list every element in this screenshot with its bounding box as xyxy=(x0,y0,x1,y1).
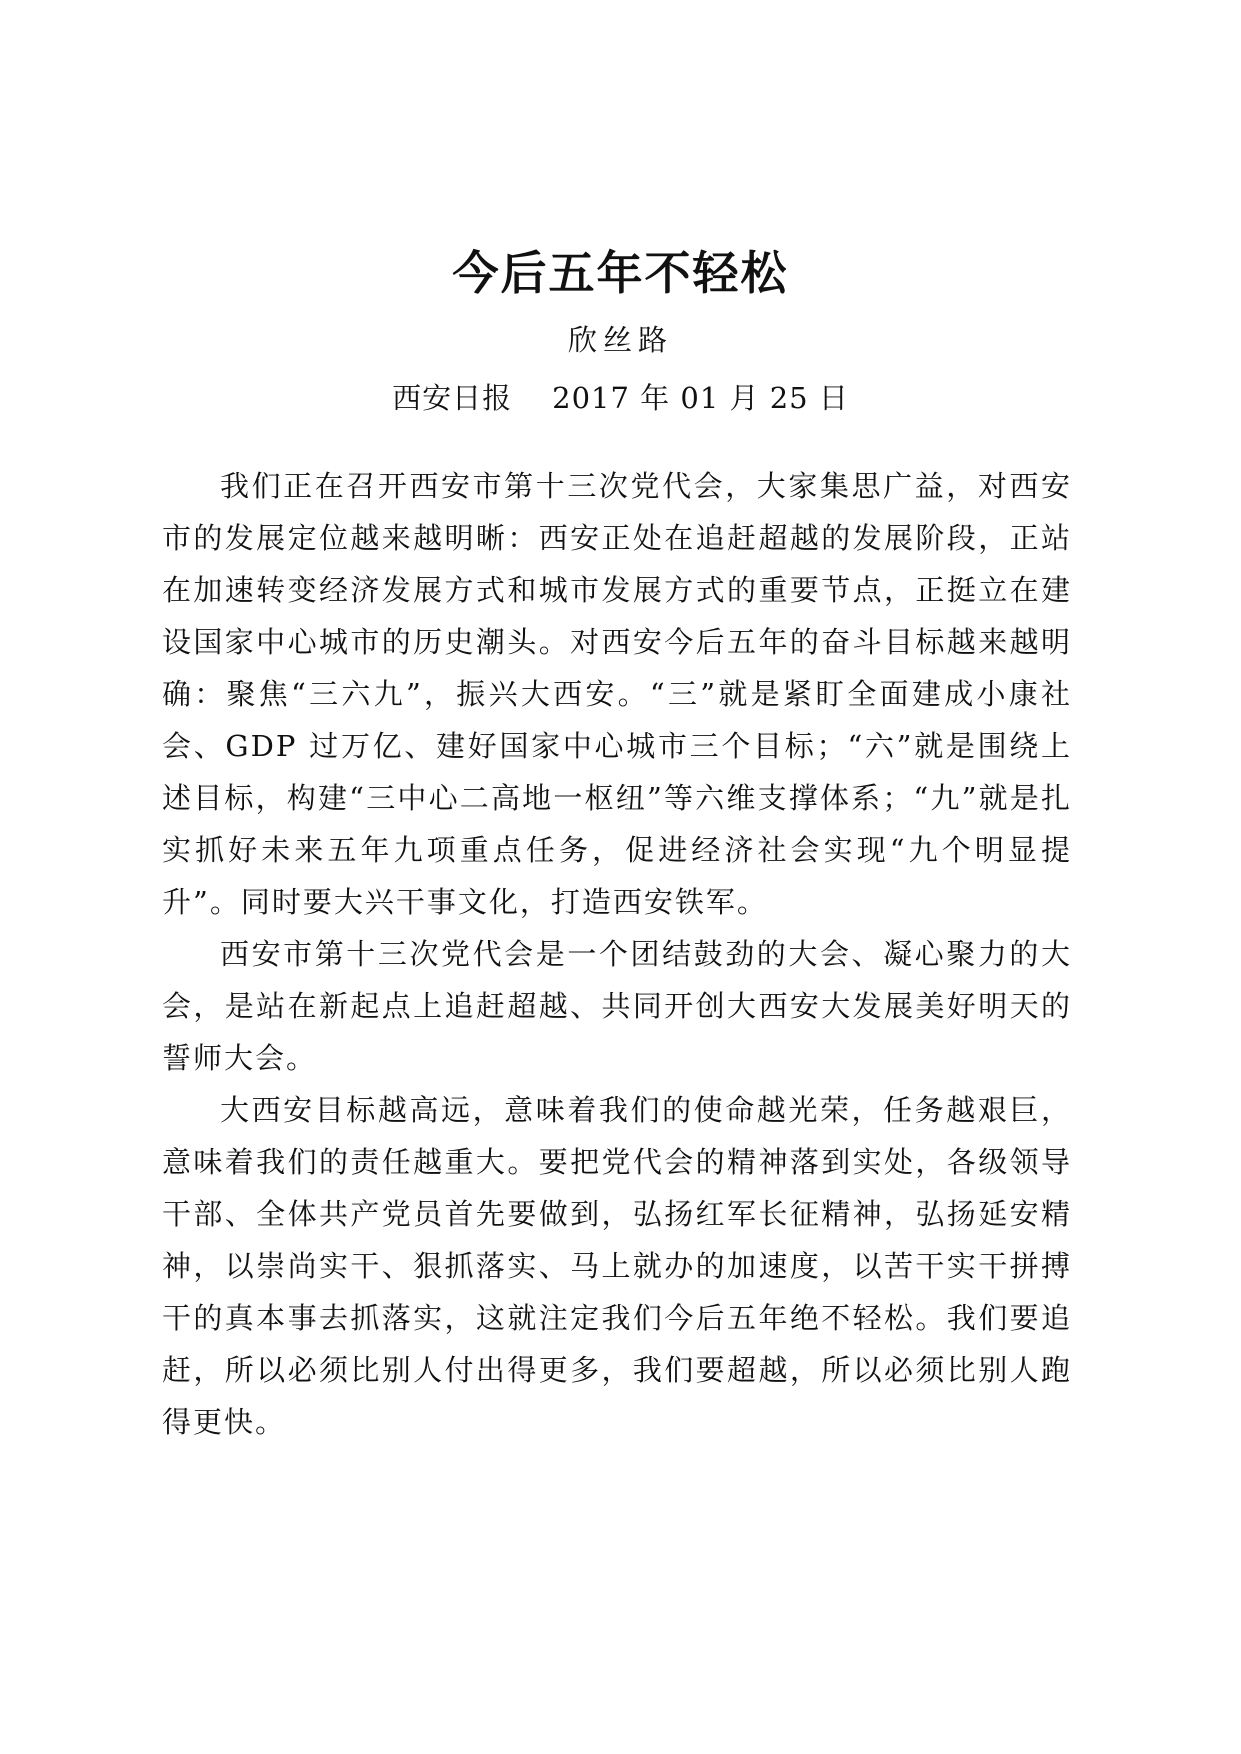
paragraph: 大西安目标越高远，意味着我们的使命越光荣，任务越艰巨，意味着我们的责任越重大。要把党代会的精神落到实处，各级领导干部、全体共产党员首先要做到，弘扬红军长征精神，弘扬延安精神，以崇尚实干、狠抓落实、马上就办的加速度，以苦干实干拼搏干的真本事去抓落实，这就注定我们今后五年绝不轻松。我们要追赶，所以必须比别人付出得更多，我们要超越，所以必须比别人跑得更快。 xyxy=(162,1093,1072,1439)
article-author: 欣丝路 xyxy=(567,323,673,357)
article-body xyxy=(162,460,1072,1448)
article-source-line xyxy=(0,378,1241,418)
publication-name: 西安日报 xyxy=(392,381,513,415)
paragraph: 我们正在召开西安市第十三次党代会，大家集思广益，对西安市的发展定位越来越明晰：西安正处在追赶超越的发展阶段，正站在加速转变经济发展方式和城市发展方式的重要节点，正挺立在建设国家中心城市的历史潮头。对西安今后五年的奋斗目标越来越明确：聚焦“三六九”，振兴大西安。“三”就是紧盯全面建成小康社会、GDP 过万亿、建好国家中心城市三个目标；“六”就是围绕上述目标，构建“三中心二高地一枢纽”等六维支撑体系；“九”就是扎实抓好未来五年九项重点任务，促进经济社会实现“九个明显提升”。同时要大兴干事文化，打造西安铁军。 xyxy=(162,469,1072,919)
article-title: 今后五年不轻松 xyxy=(452,245,789,300)
paragraph: 西安市第十三次党代会是一个团结鼓劲的大会、凝心聚力的大会，是站在新起点上追赶超越、共同开创大西安大发展美好明天的誓师大会。 xyxy=(162,937,1072,1075)
publication-date: 2017 年 01 月 25 日 xyxy=(552,381,849,415)
